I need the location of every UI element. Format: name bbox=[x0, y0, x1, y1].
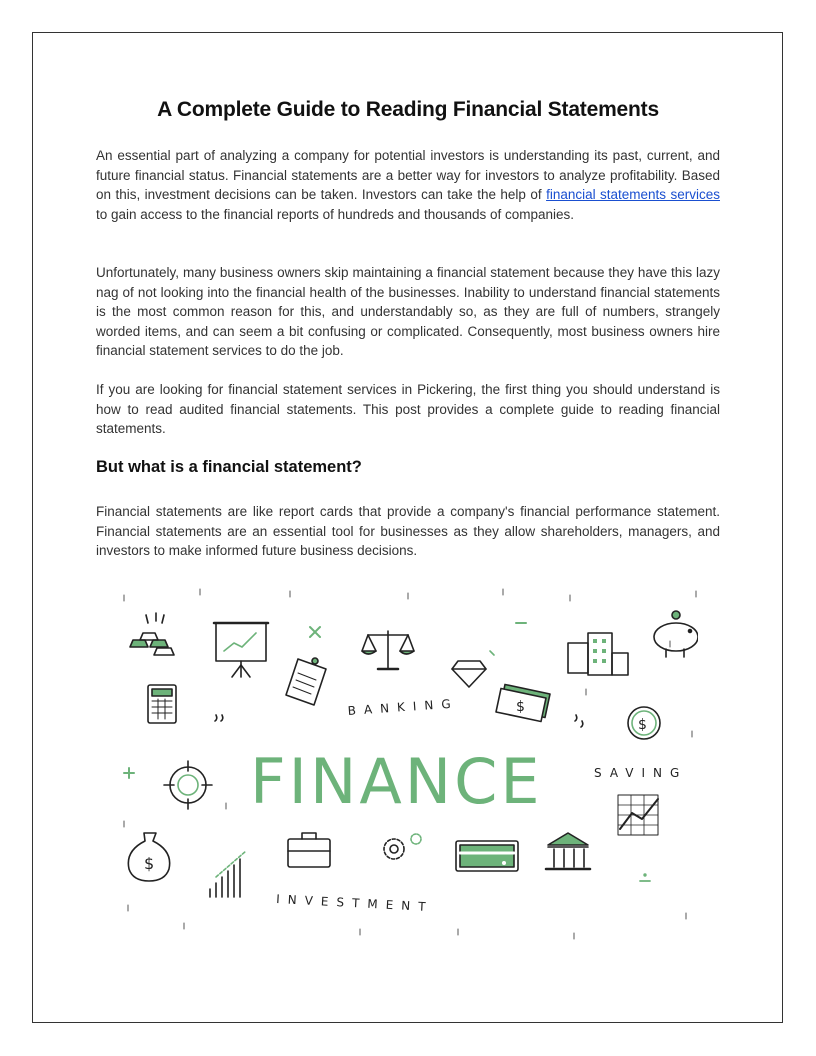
bank-building-icon bbox=[546, 833, 590, 869]
piggy-bank-icon bbox=[654, 611, 698, 657]
saving-label: SAVING bbox=[594, 766, 688, 780]
paragraph-two: Unfortunately, many business owners skip maintaining a financial statement because they have this lazy nag of not looking into the financial health of the businesses. Inability to understand financial statements is the most common reason for this, and understandably so, as they are full of numbers, strangely worded items, and can seem a bit confusing or complicated. Consequently, most business owners hire financial statement services to do the job. bbox=[96, 265, 720, 359]
plus-mark-icon bbox=[124, 768, 134, 778]
office-buildings-icon bbox=[568, 633, 628, 675]
intro-text-start: An essential part of analyzing a company for potential investors is understanding its past, current, and future financial status. Financial statements are a better way for investors to analyze profitability. Based on this, investment decisions can be taken. Investors can take the help of bbox=[96, 148, 720, 203]
divide-mark-icon bbox=[640, 874, 650, 881]
cross-mark-icon bbox=[310, 627, 320, 637]
banknotes-icon bbox=[496, 684, 550, 721]
banking-label: BANKING bbox=[347, 696, 460, 718]
finance-illustration bbox=[118, 585, 698, 945]
section-heading: But what is a financial statement? bbox=[96, 458, 362, 476]
target-icon bbox=[164, 761, 212, 809]
page-title: A Complete Guide to Reading Financial Statements bbox=[157, 98, 659, 121]
growth-chart-icon bbox=[618, 795, 658, 835]
coin-dollar-sign: $ bbox=[638, 717, 647, 733]
money-bag-dollar-sign: $ bbox=[144, 854, 155, 873]
finance-headline: FINANCE bbox=[250, 745, 543, 818]
credit-card-icon bbox=[456, 841, 518, 871]
banknote-dollar-sign: $ bbox=[516, 699, 525, 715]
intro-paragraph bbox=[96, 146, 720, 224]
paragraph-four: Financial statements are like report cards that provide a company's financial performance statement. Financial statements are an essential tool for businesses as they allow shareholders, managers, and investors to make informed future business decisions. bbox=[96, 504, 720, 559]
investment-label: INVESTMENT bbox=[275, 892, 434, 915]
document-page-icon bbox=[286, 658, 326, 705]
paragraph-three: If you are looking for financial statement services in Pickering, the first thing you should understand is how to read audited financial statements. This post provides a complete guide to reading financial statements. bbox=[96, 382, 720, 437]
presentation-board-icon bbox=[214, 623, 268, 677]
balance-scale-icon bbox=[362, 631, 414, 669]
gears-icon bbox=[384, 834, 421, 859]
briefcase-icon bbox=[288, 833, 330, 867]
calculator-icon bbox=[148, 685, 176, 723]
dollar-coin-icon bbox=[628, 707, 660, 739]
gold-bars-icon bbox=[130, 613, 174, 655]
financial-statements-services-link[interactable]: financial statements services bbox=[546, 187, 720, 203]
diamond-icon bbox=[452, 651, 494, 687]
rising-bars-icon bbox=[210, 851, 246, 897]
money-bag-icon bbox=[128, 833, 169, 881]
intro-text-end: to gain access to the financial reports of hundreds and thousands of companies. bbox=[96, 206, 575, 222]
